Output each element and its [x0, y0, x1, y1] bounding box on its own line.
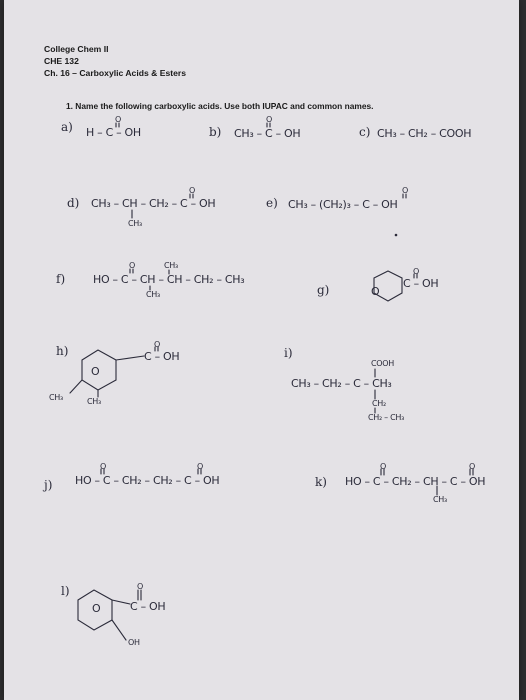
item-g-carbonyl-o: O: [413, 267, 419, 276]
question-prompt: 1. Name the following carboxylic acids. Use both IUPAC and common names.: [66, 101, 374, 111]
chapter-title: Ch. 16 – Carboxylic Acids & Esters: [44, 68, 187, 78]
item-k-carbonyl-o-left: O: [380, 462, 386, 471]
item-b-formula: CH₃ – C – OH: [234, 127, 301, 140]
item-a-carbonyl-o: O: [115, 115, 121, 124]
item-a-formula: H – C – OH: [86, 126, 141, 139]
item-h-formula: C – OH: [144, 350, 180, 363]
ring-g: [374, 271, 402, 301]
item-d-carbonyl-o: O: [189, 186, 195, 195]
item-k-carbonyl-o-right: O: [469, 462, 475, 471]
item-i-formula: CH₃ – CH₂ – C – CH₃: [291, 377, 392, 390]
item-l-formula: C – OH: [130, 600, 166, 613]
course-title: College Chem II: [44, 44, 109, 54]
item-j-carbonyl-o-right: O: [197, 462, 203, 471]
stray-dot: [395, 234, 398, 237]
item-l-carbonyl-o: O: [137, 582, 143, 591]
item-k-methyl: CH₃: [433, 495, 447, 504]
item-j-carbonyl-o-left: O: [100, 462, 106, 471]
bond-l-oh: [112, 620, 126, 640]
item-f-formula: HO – C – CH – CH – CH₂ – CH₃: [93, 273, 245, 286]
item-g-ring-circle: O: [371, 285, 380, 298]
item-l-label: l): [61, 584, 70, 598]
course-code: CHE 132: [44, 56, 79, 66]
item-h-label: h): [56, 344, 69, 358]
item-i-ch2: CH₂: [372, 399, 386, 408]
item-j-formula: HO – C – CH₂ – CH₂ – C – OH: [75, 474, 220, 487]
item-d-methyl: CH₃: [128, 219, 142, 228]
item-k-label: k): [315, 475, 327, 489]
item-a-label: a): [61, 120, 73, 134]
item-f-label: f): [56, 272, 66, 286]
item-f-bottom-methyl: CH₃: [146, 290, 160, 299]
bond-l-ring-c: [112, 600, 130, 604]
item-d-formula: CH₃ – CH – CH₂ – C – OH: [91, 197, 216, 210]
item-j-label: j): [44, 478, 53, 492]
item-l-ring-circle: O: [92, 602, 101, 615]
item-c-formula: CH₃ – CH₂ – COOH: [377, 127, 472, 140]
item-i-cooh: COOH: [371, 359, 394, 368]
item-e-carbonyl-o: O: [402, 186, 408, 195]
item-e-label: e): [266, 196, 278, 210]
item-h-methyl-bottom: CH₃: [87, 397, 101, 406]
item-g-formula: C – OH: [403, 277, 439, 290]
item-d-label: d): [67, 196, 80, 210]
item-i-ethyl: CH₂ – CH₃: [368, 413, 405, 422]
item-b-carbonyl-o: O: [266, 115, 272, 124]
item-e-formula: CH₃ – (CH₂)₃ – C – OH: [288, 198, 398, 211]
item-c-label: c): [359, 125, 371, 139]
ring-h: [82, 350, 116, 390]
item-h-carbonyl-o: O: [154, 340, 160, 349]
item-f-carbonyl-o: O: [129, 261, 135, 270]
item-g-label: g): [317, 283, 330, 297]
item-l-hydroxyl: OH: [128, 638, 140, 647]
item-k-formula: HO – C – CH₂ – CH – C – OH: [345, 475, 486, 488]
structure-drawings: [4, 0, 519, 700]
ring-l: [78, 590, 112, 630]
item-f-top-methyl: CH₃: [164, 261, 178, 270]
item-h-methyl-left: CH₃: [49, 393, 63, 402]
worksheet-page: [4, 0, 519, 700]
item-i-label: i): [284, 346, 293, 360]
item-b-label: b): [209, 125, 222, 139]
bond-h-methyl1: [70, 380, 82, 393]
bond-h-ring-c: [116, 356, 144, 360]
item-h-ring-circle: O: [91, 365, 100, 378]
